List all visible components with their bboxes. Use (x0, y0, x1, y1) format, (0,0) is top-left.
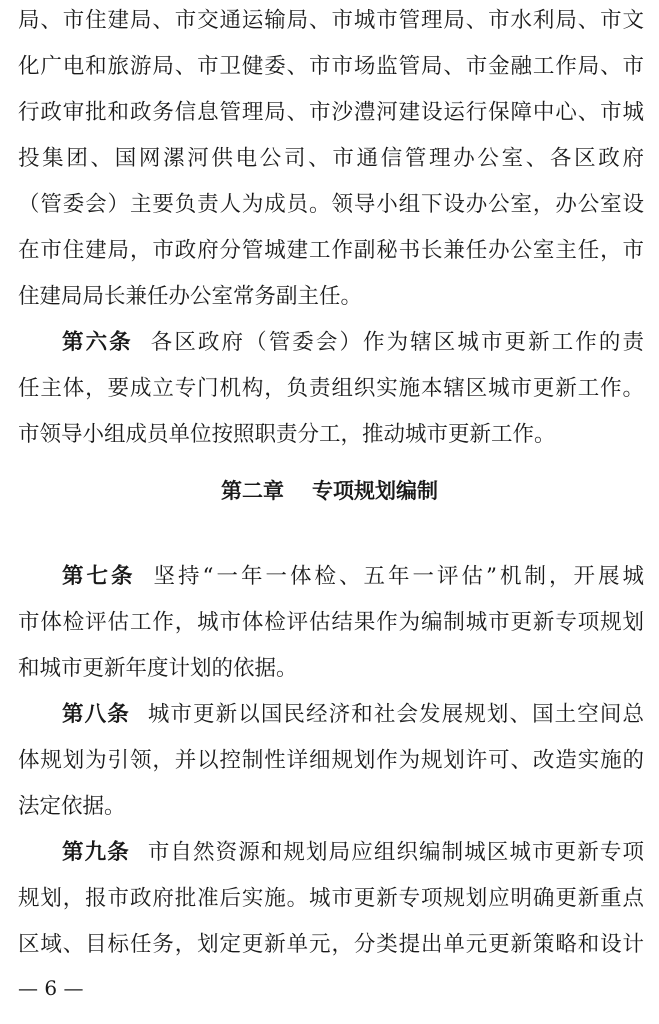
body-line: 区域、目标任务，划定更新单元，分类提出单元更新策略和设计 (18, 932, 644, 957)
page-number: — 6 — (18, 976, 84, 1000)
article-7-text: 坚持“一年一体检、五年一评估”机制，开展城 (153, 564, 644, 589)
body-line: 市领导小组成员单位按照职责分工，推动城市更新工作。 (18, 422, 556, 447)
article-6-label: 第六条 (62, 330, 133, 355)
body-line: 体规划为引领，并以控制性详细规划作为规划许可、改造实施的 (18, 748, 644, 773)
body-line: 局、市住建局、市交通运输局、市城市管理局、市水利局、市文 (18, 8, 644, 33)
body-line: 行政审批和政务信息管理局、市沙澧河建设运行保障中心、市城 (18, 100, 644, 125)
article-9-label: 第九条 (62, 840, 130, 865)
body-line: 法定依据。 (18, 794, 126, 819)
chapter-title: 专项规划编制 (312, 479, 438, 503)
article-7-first-line (62, 562, 644, 592)
article-7-label: 第七条 (62, 564, 136, 589)
body-line: 在市住建局，市政府分管城建工作副秘书长兼任办公室主任，市 (18, 238, 644, 263)
article-6-text: 各区政府（管委会）作为辖区城市更新工作的责 (150, 330, 644, 355)
body-line: 任主体，要成立专门机构，负责组织实施本辖区城市更新工作。 (18, 376, 644, 401)
body-line: （管委会）主要负责人为成员。领导小组下设办公室，办公室设 (18, 192, 644, 217)
body-line: 市体检评估工作，城市体检评估结果作为编制城市更新专项规划 (18, 610, 644, 635)
article-8-label: 第八条 (62, 702, 130, 727)
body-line: 规划，报市政府批准后实施。城市更新专项规划应明确更新重点 (18, 886, 644, 911)
article-9-text: 市自然资源和规划局应组织编制城区城市更新专项 (147, 840, 644, 865)
article-6-first-line (62, 328, 644, 358)
article-8-first-line (62, 700, 644, 730)
body-line: 住建局局长兼任办公室常务副主任。 (18, 284, 363, 309)
body-line: 化广电和旅游局、市卫健委、市市场监管局、市金融工作局、市 (18, 54, 644, 79)
article-8-text: 城市更新以国民经济和社会发展规划、国土空间总 (147, 702, 644, 727)
article-9-first-line (62, 838, 644, 868)
chapter-heading (0, 476, 659, 506)
body-line: 和城市更新年度计划的依据。 (18, 656, 298, 681)
chapter-number: 第二章 (221, 479, 284, 503)
body-line: 投集团、国网漯河供电公司、市通信管理办公室、各区政府 (18, 146, 644, 171)
